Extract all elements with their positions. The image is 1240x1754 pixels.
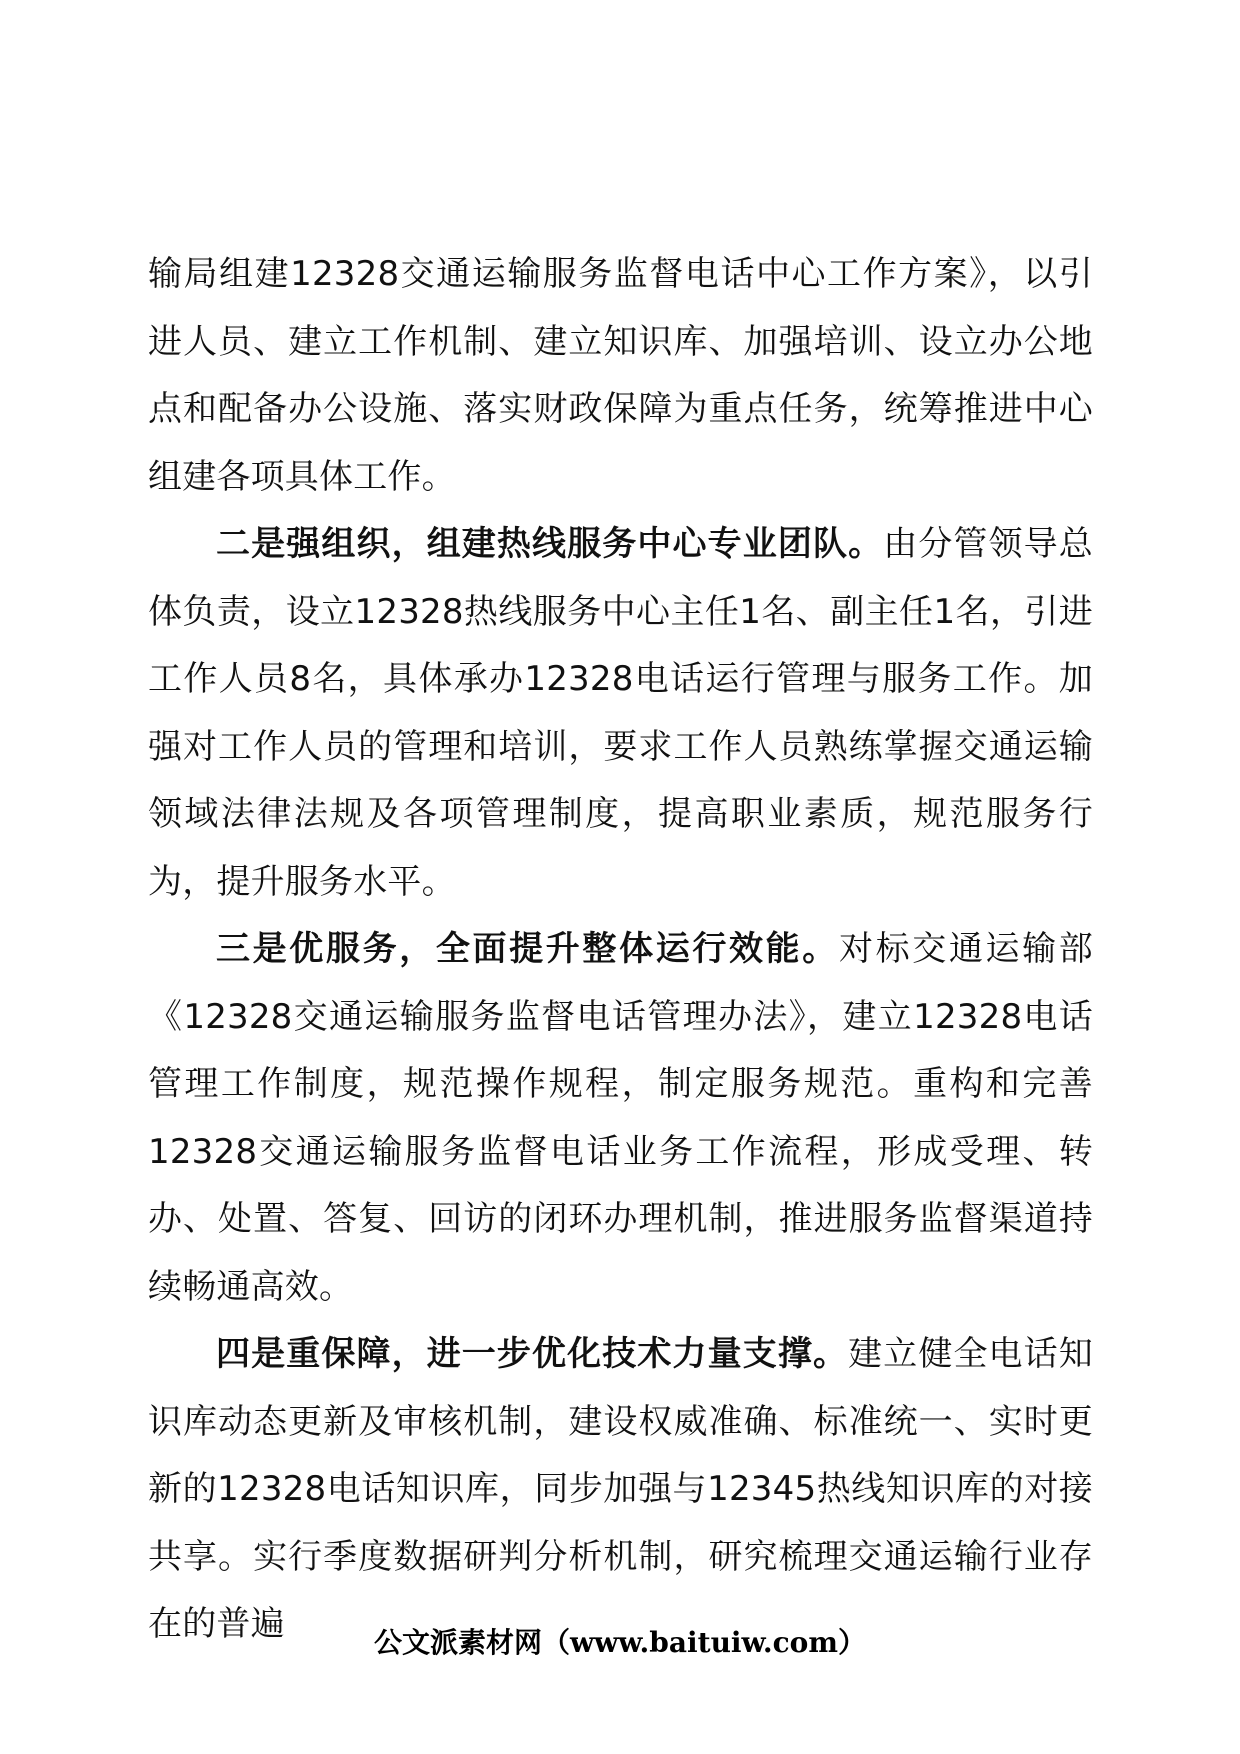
paragraph-text: 对标交通运输部《12328交通运输服务监督电话管理办法》，建立12328电话管理工作制度，规范操作规程，制定服务规范。重构和完善12328交通运输服务监督电话业务工作流程，形成受理、转办、处置、答复、回访的闭环办理机制，推进服务监督渠道持续畅通高效。: [148, 929, 1093, 1307]
page-footer: 公文派素材网（www.baituiw.com）: [374, 1626, 866, 1659]
paragraph-ensure-support: [148, 1321, 1093, 1659]
paragraph-strengthen-organization: [148, 511, 1093, 916]
paragraph-text: 由分管领导总体负责，设立12328热线服务中心主任1名、副主任1名，引进工作人员8名，具体承办12328电话运行管理与服务工作。加强对工作人员的管理和培训，要求工作人员熟练掌握交通运输领域法律法规及各项管理制度，提高职业素质，规范服务行为，提升服务水平。: [148, 524, 1093, 902]
paragraph-lead: 二是强组织，组建热线服务中心专业团队。: [216, 524, 884, 564]
document-body: [148, 241, 1093, 1659]
paragraph-optimize-service: [148, 916, 1093, 1321]
paragraph-lead: 四是重保障，进一步优化技术力量支撑。: [216, 1334, 849, 1374]
paragraph-continuation: [148, 241, 1093, 511]
paragraph-lead: 三是优服务，全面提升整体运行效能。: [216, 929, 839, 969]
paragraph-text: 输局组建12328交通运输服务监督电话中心工作方案》，以引进人员、建立工作机制、建立知识库、加强培训、设立办公地点和配备办公设施、落实财政保障为重点任务，统筹推进中心组建各项具体工作。: [148, 254, 1093, 497]
paragraph-text: 建立健全电话知识库动态更新及审核机制，建设权威准确、标准统一、实时更新的12328电话知识库，同步加强与12345热线知识库的对接共享。实行季度数据研判分析机制，研究梳理交通运输行业存在的普遍: [148, 1334, 1093, 1644]
